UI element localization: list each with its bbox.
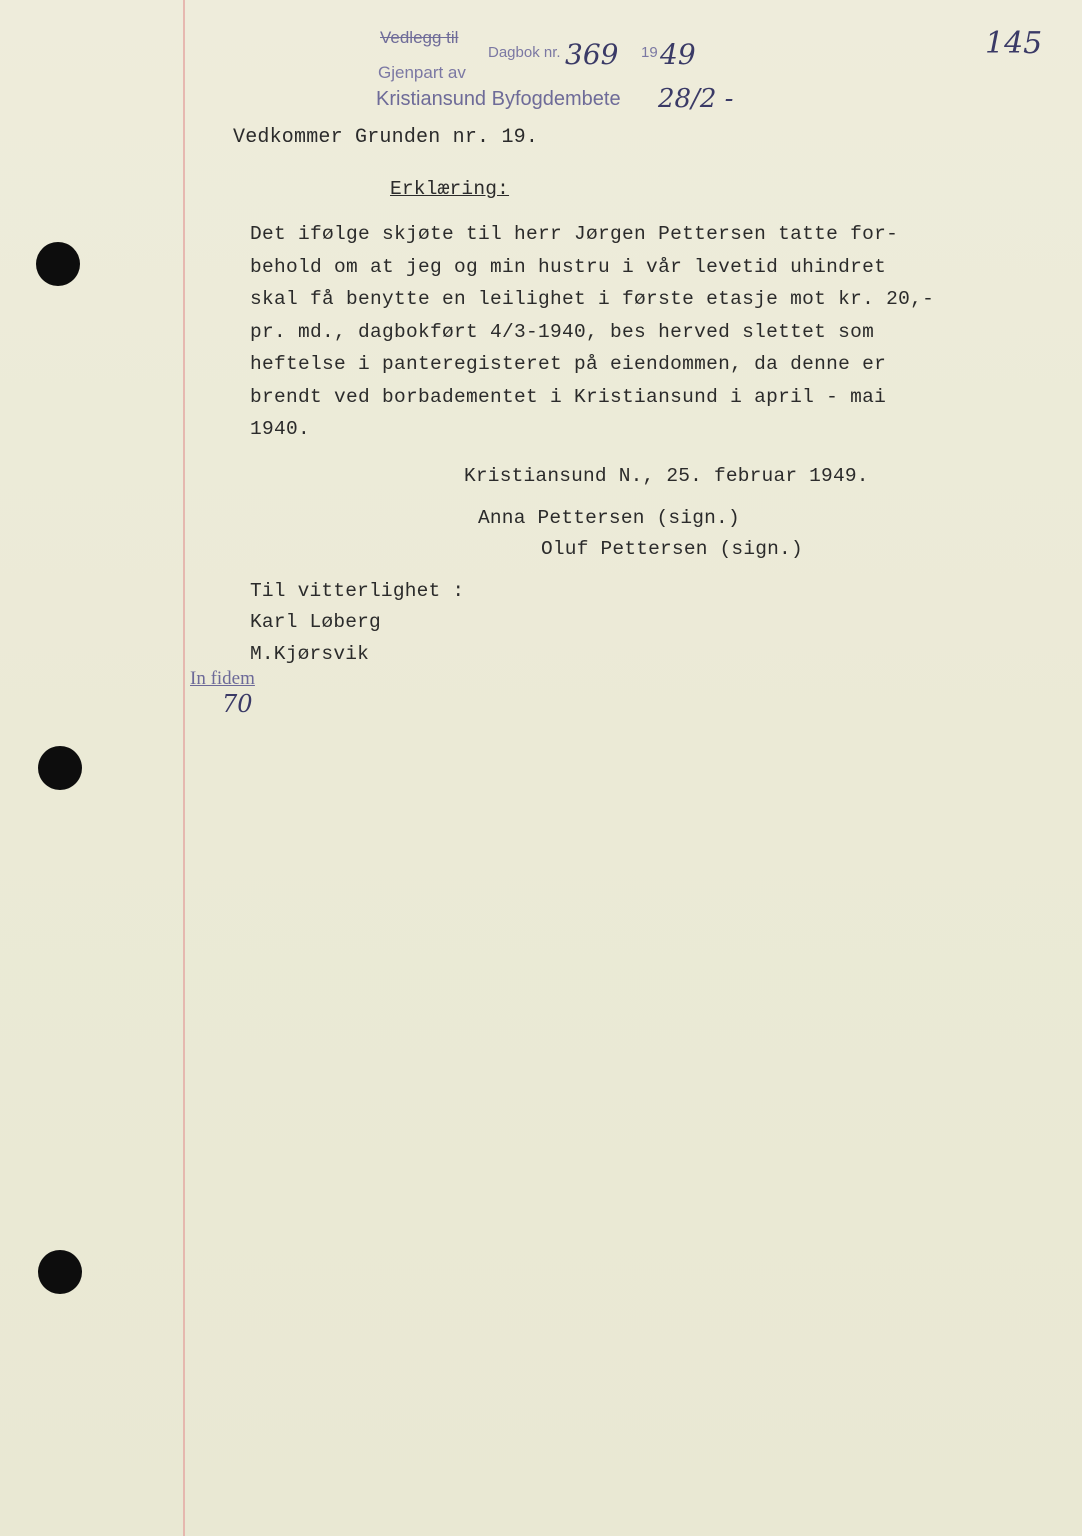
stamp-struck-word: Vedlegg til <box>380 28 459 47</box>
signature-anna: Anna Pettersen (sign.) <box>478 507 740 529</box>
place-and-date: Kristiansund N., 25. februar 1949. <box>464 465 869 487</box>
body-line: behold om at jeg og min hustru i vår levetid uhindret <box>250 255 887 278</box>
stamp-copy-label: Gjenpart av <box>378 63 466 82</box>
stamp-diary-label: Dagbok nr. <box>488 44 561 61</box>
body-line: pr. md., dagbokført 4/3-1940, bes herved slettet som <box>250 320 875 343</box>
stamp-office: Kristiansund Byfogdembete <box>376 88 621 110</box>
margin-line <box>183 0 185 1536</box>
declaration-body <box>250 218 934 446</box>
punch-hole-middle <box>38 746 82 790</box>
punch-hole-top <box>36 242 80 286</box>
body-line: brendt ved borbadementet i Kristiansund i april - mai <box>250 385 887 408</box>
diary-year: 49 <box>660 38 696 71</box>
diary-date: 28/2 - <box>658 84 734 114</box>
infidem-stamp: In fidem <box>190 668 255 689</box>
stamp-year-prefix: 19 <box>641 44 658 61</box>
punch-hole-bottom <box>38 1250 82 1294</box>
body-line: heftelse i panteregisteret på eiendommen, da denne er <box>250 353 887 375</box>
document-heading: Vedkommer Grunden nr. 19. <box>233 126 539 149</box>
infidem-number: 70 <box>222 690 253 718</box>
page-number: 145 <box>985 26 1043 61</box>
diary-number: 369 <box>565 38 619 71</box>
witness-kjorsvik: M.Kjørsvik <box>250 643 370 665</box>
body-line: 1940. <box>250 418 311 440</box>
signature-oluf: Oluf Pettersen (sign.) <box>541 538 803 560</box>
document-title: Erklæring: <box>390 178 510 200</box>
body-line: skal få benytte en leilighet i første etasje mot kr. 20,- <box>250 288 935 310</box>
witness-label: Til vitterlighet : <box>250 580 465 602</box>
witness-karl: Karl Løberg <box>250 611 381 633</box>
body-line: Det ifølge skjøte til herr Jørgen Pettersen tatte for- <box>250 223 899 245</box>
